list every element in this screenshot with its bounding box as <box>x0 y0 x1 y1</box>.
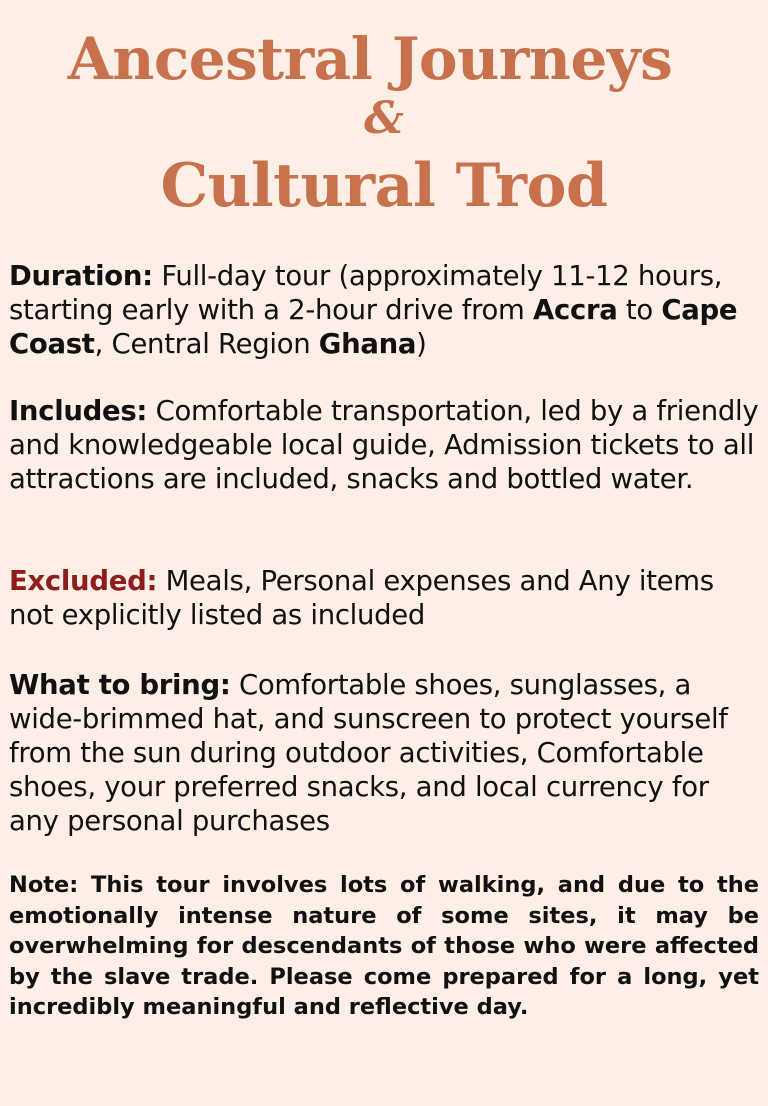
note-paragraph: Note: This tour involves lots of walking, and due to the emotionally intense nature of some sites, it may be overwhelming for descendants of those who were affected by the slave trade. Please come prepared for a long, yet incredibly meaningful and reflective day. <box>9 872 759 1020</box>
excluded-text: Meals, Personal expenses and Any items not explicitly listed as included <box>9 565 714 631</box>
includes-text: Comfortable transportation, led by a friendly and knowledgeable local guide, Admission tickets to all attractions are included, snacks and bottled water. <box>9 395 759 495</box>
excluded-section <box>9 564 759 632</box>
what-to-bring-text: Comfortable shoes, sunglasses, a wide-brimmed hat, and sunscreen to protect yourself from the sun during outdoor activities, Comfortable shoes, your preferred snacks, and local currency for any personal purchases <box>9 669 728 837</box>
duration-section <box>9 259 759 361</box>
includes-section <box>9 394 759 496</box>
title-line-1: Ancestral Journeys <box>67 25 673 93</box>
duration-text-2: to <box>617 294 662 326</box>
what-to-bring-label: What to bring: <box>9 669 231 701</box>
duration-text-4: ) <box>416 328 427 360</box>
includes-label: Includes: <box>9 395 148 427</box>
title-ampersand: & <box>364 93 404 144</box>
duration-text-3: , Central Region <box>94 328 319 360</box>
duration-text-1: Full-day tour (approximately 11-12 hours, starting early with a 2-hour drive from <box>9 260 723 326</box>
duration-place-cape-coast: Cape Coast <box>9 294 738 360</box>
excluded-label: Excluded: <box>9 565 158 597</box>
duration-place-ghana: Ghana <box>318 328 417 360</box>
title-line-3: Cultural Trod <box>160 151 608 221</box>
what-to-bring-section <box>9 668 759 838</box>
duration-place-accra: Accra <box>532 294 618 326</box>
duration-label: Duration: <box>9 260 153 292</box>
